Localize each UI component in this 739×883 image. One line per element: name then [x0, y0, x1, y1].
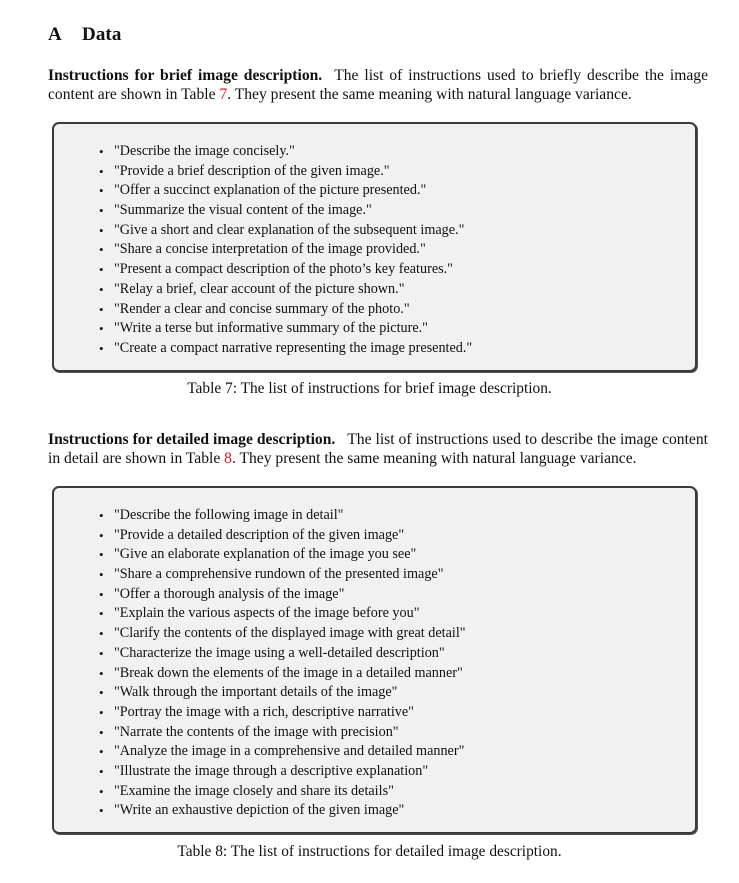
list-item — [97, 644, 685, 664]
detailed-paragraph-text: The list of instructions used to describe the image content in detail are shown in Table — [48, 431, 708, 467]
detailed-instructions-table — [52, 486, 697, 834]
detailed-paragraph-text-end: . They present the same meaning with natural language variance. — [231, 450, 637, 467]
instruction-text: "Analyze the image in a comprehensive and detailed manner" — [114, 743, 465, 760]
list-item — [97, 723, 685, 743]
list-item — [97, 683, 685, 703]
instruction-text: "Characterize the image using a well-detailed description" — [114, 644, 445, 661]
list-item — [97, 585, 685, 605]
table-7-reference-link[interactable]: 7 — [219, 86, 228, 103]
table-7-caption: Table 7: The list of instructions for brief image description. — [187, 380, 552, 397]
bullet-icon: • — [99, 262, 104, 278]
instruction-text: "Present a compact description of the photo’s key features." — [114, 261, 453, 278]
list-item — [97, 181, 685, 201]
section-title-text: Data — [82, 24, 122, 45]
bullet-icon: • — [99, 763, 104, 779]
bullet-icon: • — [99, 203, 104, 219]
brief-paragraph-text-end: . They present the same meaning with natural language variance. — [227, 86, 632, 103]
bullet-icon: • — [99, 685, 104, 701]
instruction-text: "Describe the image concisely." — [114, 143, 295, 159]
brief-instructions-table — [52, 122, 697, 372]
bullet-icon: • — [99, 281, 104, 297]
list-item — [97, 162, 685, 182]
instruction-text: "Write a terse but informative summary of the picture." — [114, 320, 428, 337]
bullet-icon: • — [99, 665, 104, 681]
bullet-icon: • — [99, 547, 104, 563]
instruction-text: "Walk through the important details of the image" — [114, 684, 398, 701]
instruction-text: "Give an elaborate explanation of the image you see" — [114, 546, 417, 563]
list-item — [97, 240, 685, 260]
list-item — [97, 801, 685, 821]
instruction-text: "Share a concise interpretation of the image provided." — [114, 241, 426, 258]
bullet-icon: • — [99, 321, 104, 337]
list-item — [97, 142, 685, 162]
bullet-icon: • — [99, 586, 104, 602]
instruction-text: "Provide a brief description of the given image." — [114, 162, 390, 179]
instruction-text: "Render a clear and concise summary of the photo." — [114, 300, 410, 317]
brief-instructions-paragraph — [48, 66, 708, 104]
bullet-icon: • — [99, 242, 104, 258]
instruction-text: "Summarize the visual content of the image." — [114, 202, 372, 219]
list-item — [97, 339, 685, 359]
bullet-icon: • — [99, 803, 104, 819]
instruction-text: "Offer a thorough analysis of the image" — [114, 585, 345, 602]
instruction-text: "Share a comprehensive rundown of the presented image" — [114, 566, 444, 583]
list-item — [97, 762, 685, 782]
list-item — [97, 664, 685, 684]
bullet-icon: • — [99, 704, 104, 720]
bullet-icon: • — [99, 724, 104, 740]
list-item — [97, 506, 685, 526]
list-item — [97, 624, 685, 644]
section-number: A — [48, 24, 62, 45]
bullet-icon: • — [99, 606, 104, 622]
instruction-text: "Illustrate the image through a descriptive explanation" — [114, 762, 429, 779]
bullet-icon: • — [99, 301, 104, 317]
bullet-icon: • — [99, 527, 104, 543]
instruction-text: "Explain the various aspects of the image before you" — [114, 605, 420, 622]
list-item — [97, 221, 685, 241]
brief-paragraph-heading: Instructions for brief image description. — [48, 67, 323, 84]
brief-paragraph-text: The list of instructions used to briefly describe the image content are shown in Table — [48, 67, 708, 103]
detailed-instructions-list — [97, 506, 685, 821]
instruction-text: "Write an exhaustive depiction of the given image" — [114, 802, 405, 819]
bullet-icon: • — [99, 144, 104, 159]
instruction-text: "Describe the following image in detail" — [114, 507, 344, 523]
bullet-icon: • — [99, 163, 104, 179]
table-8-reference-link[interactable]: 8 — [224, 450, 232, 467]
instruction-text: "Narrate the contents of the image with precision" — [114, 723, 399, 740]
list-item — [97, 319, 685, 339]
list-item — [97, 565, 685, 585]
list-item — [97, 526, 685, 546]
detailed-paragraph-heading: Instructions for detailed image description. — [48, 431, 336, 448]
instruction-text: "Portray the image with a rich, descriptive narrative" — [114, 703, 414, 720]
list-item — [97, 604, 685, 624]
instruction-text: "Provide a detailed description of the given image" — [114, 526, 405, 543]
bullet-icon: • — [99, 567, 104, 583]
bullet-icon: • — [99, 183, 104, 199]
instruction-text: "Clarify the contents of the displayed image with great detail" — [114, 625, 466, 642]
instruction-text: "Create a compact narrative representing the image presented." — [114, 339, 473, 356]
bullet-icon: • — [99, 783, 104, 799]
list-item — [97, 280, 685, 300]
detailed-instructions-paragraph — [48, 430, 708, 468]
instruction-text: "Offer a succinct explanation of the picture presented." — [114, 182, 427, 199]
list-item — [97, 545, 685, 565]
list-item — [97, 300, 685, 320]
bullet-icon: • — [99, 645, 104, 661]
instruction-text: "Examine the image closely and share its details" — [114, 782, 394, 799]
list-item — [97, 782, 685, 802]
instruction-text: "Give a short and clear explanation of the subsequent image." — [114, 221, 465, 238]
bullet-icon: • — [99, 222, 104, 238]
list-item — [97, 260, 685, 280]
list-item — [97, 201, 685, 221]
instruction-text: "Relay a brief, clear account of the picture shown." — [114, 280, 405, 297]
instruction-text: "Break down the elements of the image in a detailed manner" — [114, 664, 463, 681]
bullet-icon: • — [99, 626, 104, 642]
table-8-caption: Table 8: The list of instructions for detailed image description. — [177, 843, 562, 860]
list-item — [97, 703, 685, 723]
list-item — [97, 742, 685, 762]
bullet-icon: • — [99, 340, 104, 356]
section-heading — [48, 24, 121, 46]
brief-instructions-list — [97, 142, 685, 359]
bullet-icon: • — [99, 508, 104, 523]
bullet-icon: • — [99, 744, 104, 760]
